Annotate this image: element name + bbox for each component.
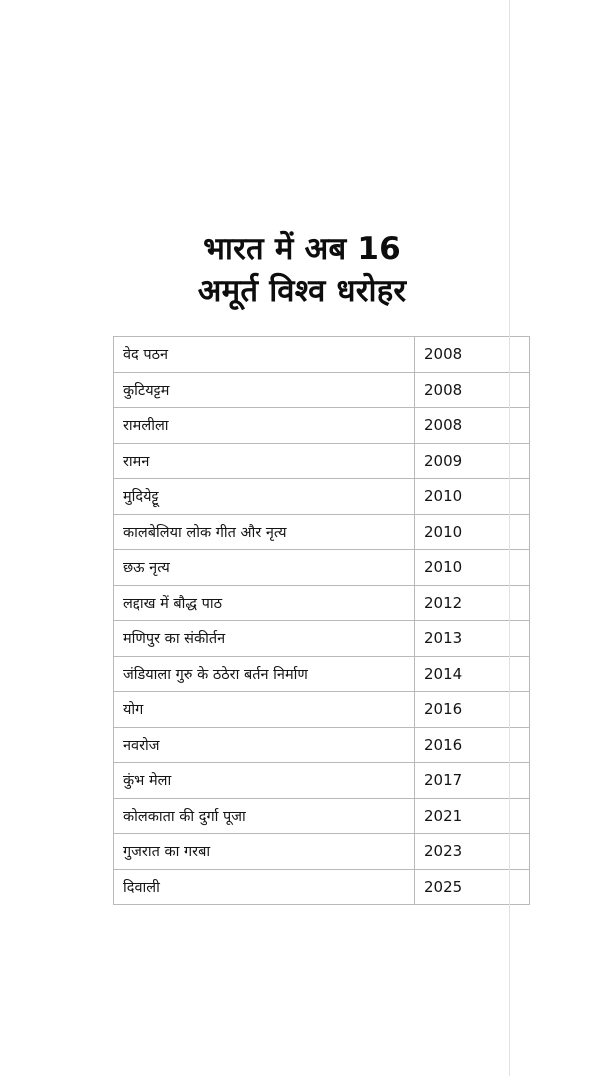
table-row <box>114 337 530 373</box>
heritage-name: नवरोज <box>114 727 415 763</box>
heritage-year: 2016 <box>415 727 530 763</box>
heritage-table-body <box>114 337 530 905</box>
heritage-year: 2009 <box>415 443 530 479</box>
table-row <box>114 585 530 621</box>
heritage-year: 2010 <box>415 514 530 550</box>
table-row <box>114 798 530 834</box>
heritage-name: योग <box>114 692 415 728</box>
page-title <box>0 228 604 312</box>
heritage-table <box>113 336 530 905</box>
table-row <box>114 372 530 408</box>
table-row <box>114 621 530 657</box>
heritage-year: 2010 <box>415 550 530 586</box>
table-row <box>114 869 530 905</box>
heritage-year: 2023 <box>415 834 530 870</box>
table-row <box>114 656 530 692</box>
heritage-year: 2008 <box>415 408 530 444</box>
table-row <box>114 550 530 586</box>
heritage-year: 2025 <box>415 869 530 905</box>
heritage-year: 2008 <box>415 372 530 408</box>
heritage-name: छऊ नृत्य <box>114 550 415 586</box>
heritage-year: 2010 <box>415 479 530 515</box>
table-row <box>114 834 530 870</box>
heritage-name: दिवाली <box>114 869 415 905</box>
table-row <box>114 763 530 799</box>
table-row <box>114 479 530 515</box>
heritage-name: कुंभ मेला <box>114 763 415 799</box>
heritage-name: कुटियट्टम <box>114 372 415 408</box>
heritage-year: 2008 <box>415 337 530 373</box>
heritage-year: 2014 <box>415 656 530 692</box>
heritage-name: कोलकाता की दुर्गा पूजा <box>114 798 415 834</box>
table-row <box>114 408 530 444</box>
heritage-year: 2013 <box>415 621 530 657</box>
heritage-name: कालबेलिया लोक गीत और नृत्य <box>114 514 415 550</box>
heritage-name: गुजरात का गरबा <box>114 834 415 870</box>
heritage-name: मुदियेट्टू <box>114 479 415 515</box>
heritage-year: 2021 <box>415 798 530 834</box>
table-row <box>114 692 530 728</box>
heritage-year: 2012 <box>415 585 530 621</box>
page-title-line-1: भारत में अब 16 <box>203 231 401 267</box>
heritage-year: 2016 <box>415 692 530 728</box>
heritage-name: वेद पठन <box>114 337 415 373</box>
table-row <box>114 443 530 479</box>
table-row <box>114 727 530 763</box>
table-row <box>114 514 530 550</box>
heritage-year: 2017 <box>415 763 530 799</box>
page-edge-rule <box>509 0 510 1076</box>
heritage-name: रामन <box>114 443 415 479</box>
heritage-table-container <box>113 336 491 905</box>
heritage-name: जंडियाला गुरु के ठठेरा बर्तन निर्माण <box>114 656 415 692</box>
heritage-name: मणिपुर का संकीर्तन <box>114 621 415 657</box>
heritage-name: रामलीला <box>114 408 415 444</box>
page-title-line-2: अमूर्त विश्व धरोहर <box>197 273 407 309</box>
heritage-name: लद्दाख में बौद्ध पाठ <box>114 585 415 621</box>
